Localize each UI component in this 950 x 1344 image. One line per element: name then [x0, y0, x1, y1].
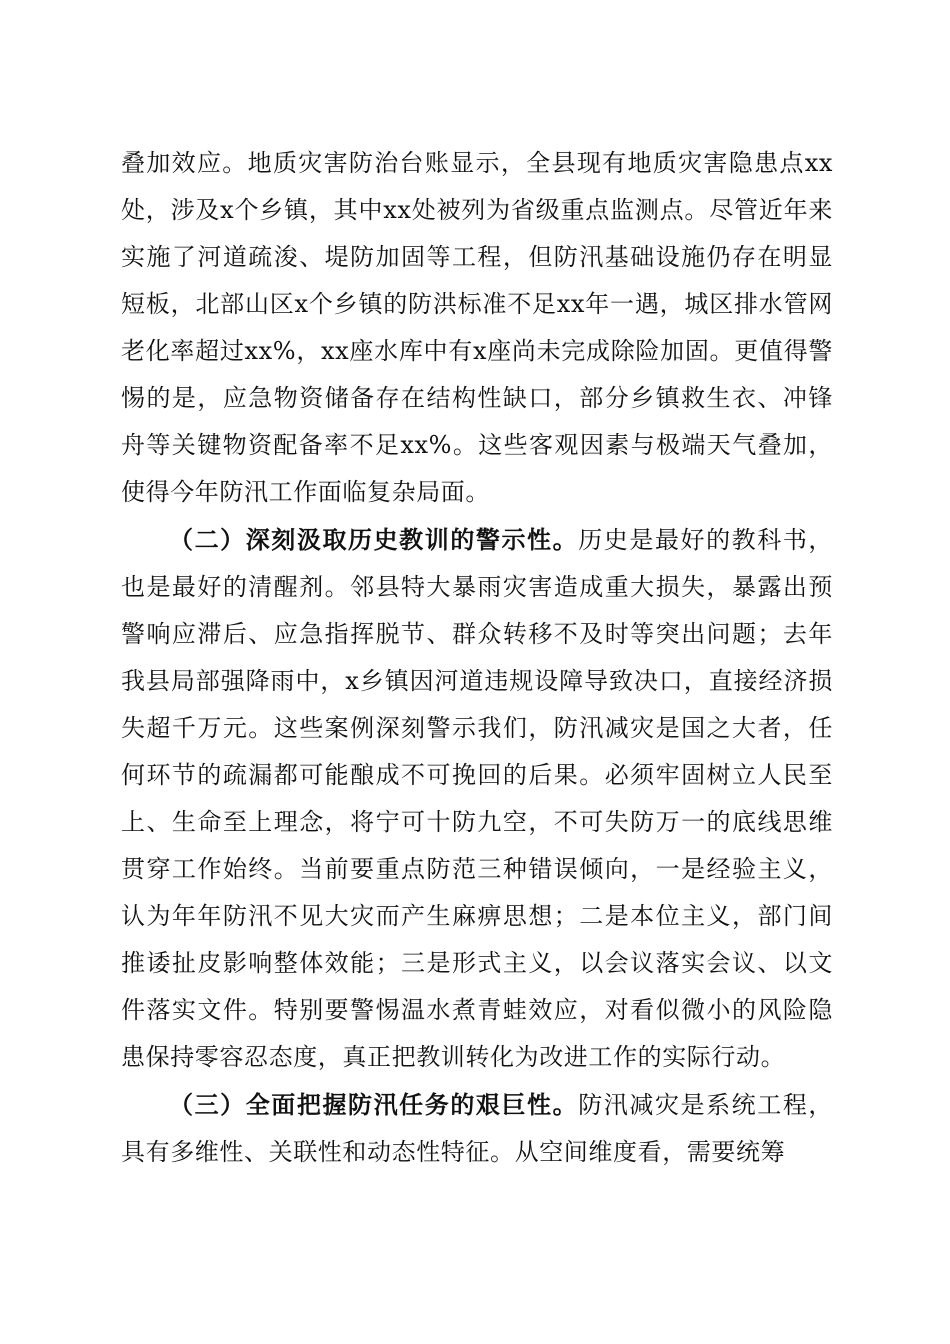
section-two-heading: （二）深刻汲取历史教训的警示性。 [169, 525, 579, 554]
paragraph-3-text: 防汛减灾是系统工程，具有多维性、关联性和动态性特征。从空间维度看，需要统筹 [121, 1091, 833, 1166]
paragraph-section-two [121, 516, 833, 1081]
paragraph-continuation [121, 140, 833, 516]
paragraph-2-text: 历史是最好的教科书，也是最好的清醒剂。邻县特大暴雨灾害造成重大损失，暴露出预警响应滞后、应急指挥脱节、群众转移不及时等突出问题；去年我县局部强降雨中，x乡镇因河道违规设障导致决口，直接经济损失超千万元。这些案例深刻警示我们，防汛减灾是国之大者，任何环节的疏漏都可能酿成不可挽回的后果。必须牢固树立人民至上、生命至上理念，将宁可十防九空，不可失防万一的底线思维贯穿工作始终。当前要重点防范三种错误倾向，一是经验主义，认为年年防汛不见大灾而产生麻痹思想；二是本位主义，部门间推诿扯皮影响整体效能；三是形式主义，以会议落实会议、以文件落实文件。特别要警惕温水煮青蛙效应，对看似微小的风险隐患保持零容忍态度，真正把教训转化为改进工作的实际行动。 [121, 526, 833, 1071]
paragraph-section-three [121, 1081, 833, 1176]
document-body [121, 140, 833, 1176]
section-three-heading: （三）全面把握防汛任务的艰巨性。 [169, 1090, 579, 1119]
paragraph-1-text: 叠加效应。地质灾害防治台账显示，全县现有地质灾害隐患点xx处，涉及x个乡镇，其中xx处被列为省级重点监测点。尽管近年来实施了河道疏浚、堤防加固等工程，但防汛基础设施仍存在明显短板，北部山区x个乡镇的防洪标准不足xx年一遇，城区排水管网老化率超过xx%，xx座水库中有x座尚未完成除险加固。更值得警惕的是，应急物资储备存在结构性缺口，部分乡镇救生衣、冲锋舟等关键物资配备率不足xx%。这些客观因素与极端天气叠加，使得今年防汛工作面临复杂局面。 [121, 149, 833, 506]
